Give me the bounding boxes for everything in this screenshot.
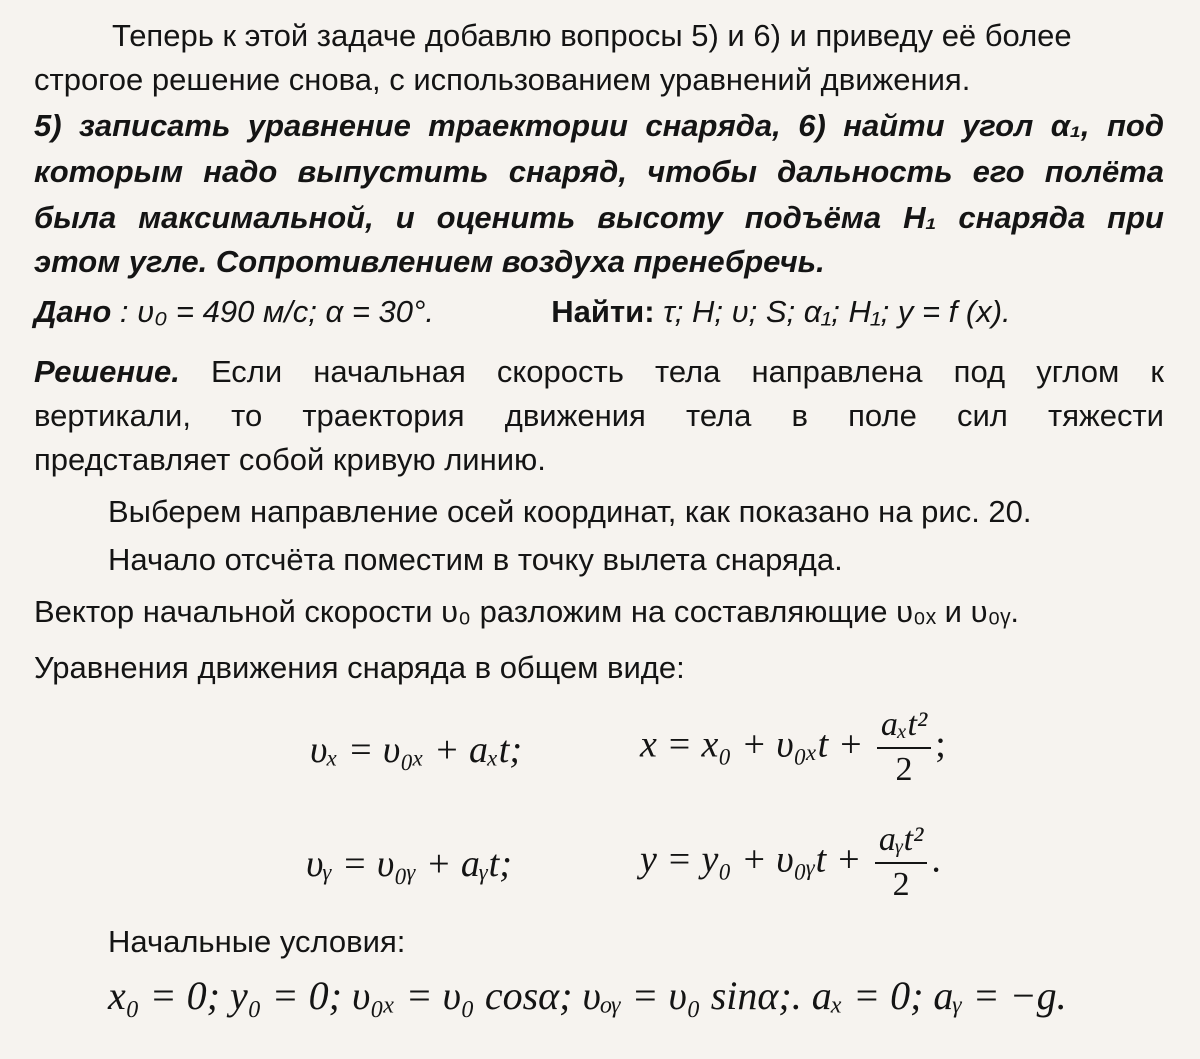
equation-vx [310, 728, 522, 772]
intro-line-2: строгое решение снова, с использованием уравнений движения. [34, 62, 971, 97]
given-colon: : [119, 294, 129, 329]
solution-line-1 [34, 350, 1164, 394]
equation-x [640, 705, 946, 791]
vector-paragraph: Вектор начальной скорости υ₀ разложим на составляющие υ₀ₓ и υ₀ᵧ. [34, 594, 1020, 629]
equation-x-denominator: 2 [895, 751, 913, 788]
intro-line-1: Теперь к этой задаче добавлю вопросы 5) и 6) и приведу её более [112, 18, 1072, 53]
equation-x-numerator: aₓt² [877, 705, 931, 749]
given-values: υ₀ = 490 м/с; α = 30°. [137, 294, 435, 329]
origin-paragraph: Начало отсчёта поместим в точку вылета снаряда. [108, 542, 843, 577]
given-label: Дано [34, 294, 112, 329]
solution-line-3: представляет собой кривую линию. [34, 442, 546, 477]
equation-x-fraction [877, 705, 931, 791]
given-line [34, 290, 1164, 334]
equation-y-end: . [931, 838, 941, 881]
task-line-1: 5) записать уравнение траектории снаряда, 6) найти угол α₁, под [34, 108, 1164, 143]
equation-vx-text: υₓ = υ₀ₓ + aₓt; [310, 729, 522, 771]
equation-y-numerator: aᵧt² [875, 820, 927, 864]
axes-paragraph: Выберем направление осей координат, как показано на рис. 20. [108, 494, 1032, 529]
solution-label: Решение. [34, 354, 180, 389]
equation-vy [306, 842, 512, 886]
find-label: Найти: [551, 294, 655, 329]
find-values: τ; H; υ; S; α₁; H₁; y = f (x). [663, 294, 1011, 329]
equation-y-text: y = y₀ + υ₀ᵧt + [640, 838, 862, 881]
equation-y [640, 820, 941, 906]
task-line-2: которым надо выпустить снаряд, чтобы дальность его полёта [34, 154, 1164, 189]
task-line-4: этом угле. Сопротивлением воздуха пренебречь. [34, 244, 825, 279]
solution-text-1: Если начальная скорость тела направлена под углом к [210, 354, 1164, 389]
task-line-3: была максимальной, и оценить высоту подъёма H₁ снаряда при [34, 200, 1164, 235]
equation-y-denominator: 2 [892, 866, 910, 903]
initial-conditions-label: Начальные условия: [108, 924, 406, 959]
equation-x-text: x = x₀ + υ₀ₓt + [640, 723, 864, 766]
equation-x-end: ; [935, 723, 946, 766]
equation-y-fraction [875, 820, 927, 906]
equations-intro: Уравнения движения снаряда в общем виде: [34, 650, 685, 685]
initial-conditions-formula: x₀ = 0; y₀ = 0; υ₀ₓ = υ₀ cosα; υₒᵧ = υ₀ sinα;. aₓ = 0; aᵧ = −g. [108, 973, 1067, 1018]
equation-vy-text: υᵧ = υ₀ᵧ + aᵧt; [306, 843, 512, 885]
solution-line-2: вертикали, то траектория движения тела в поле сил тяжести [34, 398, 1164, 433]
